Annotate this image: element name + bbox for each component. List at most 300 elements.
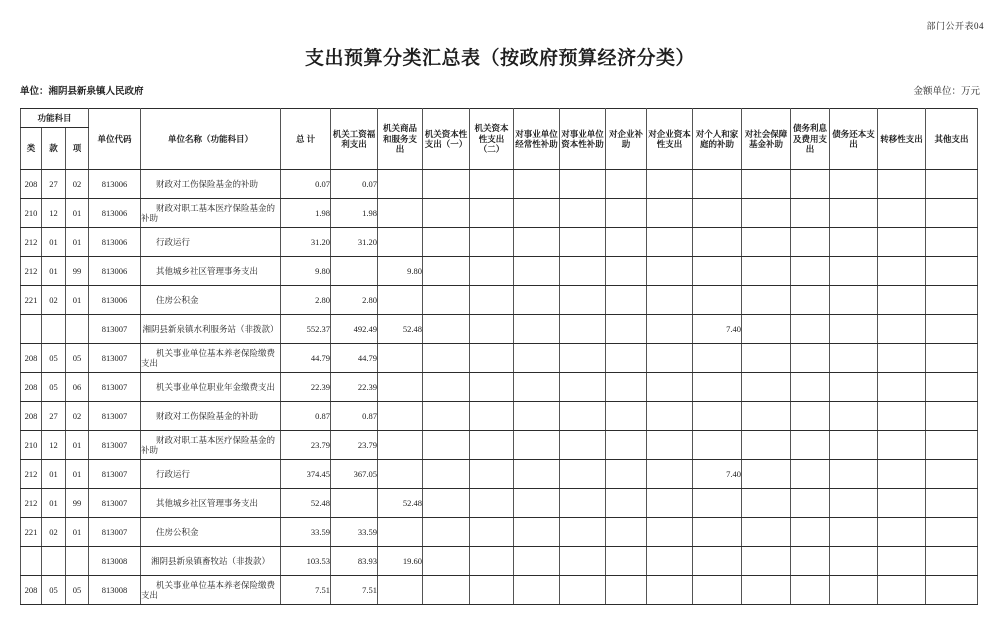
func-item-cell: 05 (66, 344, 89, 373)
amount-cell: 33.59 (281, 518, 331, 547)
amount-cell (878, 344, 926, 373)
unit-name-cell: 湘阴县新泉镇畜牧站（非拨款） (141, 547, 281, 576)
budget-summary-table (20, 108, 978, 605)
amount-cell (742, 373, 791, 402)
amount-cell: 0.07 (331, 170, 378, 199)
func-class-cell: 212 (21, 257, 42, 286)
amount-cell: 31.20 (331, 228, 378, 257)
amount-cell (647, 489, 693, 518)
amount-cell (791, 315, 830, 344)
amount-cell: 374.45 (281, 460, 331, 489)
func-section-cell: 05 (42, 344, 66, 373)
func-section-cell: 01 (42, 489, 66, 518)
amount-cell (647, 286, 693, 315)
amount-cell (926, 576, 978, 605)
unit-code-cell: 813007 (89, 344, 141, 373)
amount-cell (514, 431, 560, 460)
func-item-cell: 99 (66, 257, 89, 286)
func-section-cell: 05 (42, 576, 66, 605)
amount-cell (423, 547, 470, 576)
amount-cell (693, 547, 742, 576)
amount-cell (693, 431, 742, 460)
amount-cell (878, 286, 926, 315)
value-column-header: 对企业补助 (606, 109, 647, 170)
amount-cell (514, 547, 560, 576)
amount-cell (560, 460, 606, 489)
amount-cell (606, 518, 647, 547)
amount-cell (560, 431, 606, 460)
unit-name-cell: 住房公积金 (141, 518, 281, 547)
func-item-cell: 01 (66, 286, 89, 315)
func-class-cell: 212 (21, 489, 42, 518)
amount-cell (331, 489, 378, 518)
amount-cell (742, 547, 791, 576)
amount-cell (514, 489, 560, 518)
amount-cell (378, 344, 423, 373)
amount-cell (742, 170, 791, 199)
unit-name-cell: 行政运行 (141, 460, 281, 489)
amount-cell: 0.87 (331, 402, 378, 431)
amount-cell (878, 547, 926, 576)
amount-cell (647, 547, 693, 576)
amount-cell (647, 576, 693, 605)
amount-cell (791, 257, 830, 286)
amount-cell (560, 199, 606, 228)
func-item-cell: 01 (66, 460, 89, 489)
amount-cell (560, 373, 606, 402)
amount-cell (560, 547, 606, 576)
amount-cell (560, 518, 606, 547)
amount-cell (791, 170, 830, 199)
unit-name-cell: 财政对工伤保险基金的补助 (141, 402, 281, 431)
value-column-header: 对企业资本性支出 (647, 109, 693, 170)
amount-cell (423, 373, 470, 402)
amount-cell (926, 489, 978, 518)
amount-cell (470, 199, 514, 228)
amount-cell: 9.80 (281, 257, 331, 286)
amount-cell: 22.39 (281, 373, 331, 402)
unit-name-cell: 财政对工伤保险基金的补助 (141, 170, 281, 199)
amount-cell (606, 257, 647, 286)
func-class-cell: 212 (21, 228, 42, 257)
table-row (21, 489, 978, 518)
header-row-top (21, 109, 978, 128)
amount-cell (647, 344, 693, 373)
amount-cell (693, 228, 742, 257)
func-item-cell: 02 (66, 170, 89, 199)
func-item-cell: 01 (66, 228, 89, 257)
header-functional-subject: 功能科目 (21, 109, 89, 128)
amount-cell: 23.79 (281, 431, 331, 460)
amount-cell (423, 228, 470, 257)
table-body (21, 170, 978, 605)
amount-cell (830, 228, 878, 257)
value-column-header: 转移性支出 (878, 109, 926, 170)
amount-cell (378, 199, 423, 228)
amount-cell (791, 373, 830, 402)
amount-cell (926, 518, 978, 547)
amount-cell (742, 344, 791, 373)
table-row (21, 431, 978, 460)
func-section-cell: 05 (42, 373, 66, 402)
amount-cell (791, 199, 830, 228)
amount-cell (878, 170, 926, 199)
amount-cell (378, 402, 423, 431)
table-row (21, 373, 978, 402)
func-section-cell: 12 (42, 199, 66, 228)
amount-cell: 19.60 (378, 547, 423, 576)
value-column-header: 机关资本性支出（二） (470, 109, 514, 170)
amount-cell (830, 489, 878, 518)
amount-cell (791, 402, 830, 431)
amount-cell (926, 315, 978, 344)
amount-cell: 44.79 (281, 344, 331, 373)
func-section-cell: 27 (42, 402, 66, 431)
table-row (21, 518, 978, 547)
amount-cell (830, 315, 878, 344)
amount-cell (423, 199, 470, 228)
amount-cell (647, 199, 693, 228)
unit-name-cell: 财政对职工基本医疗保险基金的补助 (141, 431, 281, 460)
amount-cell (878, 518, 926, 547)
table-row (21, 199, 978, 228)
unit-name-cell: 机关事业单位职业年金缴费支出 (141, 373, 281, 402)
amount-cell (926, 547, 978, 576)
amount-cell (606, 199, 647, 228)
amount-cell (647, 518, 693, 547)
amount-cell (470, 576, 514, 605)
amount-cell (742, 257, 791, 286)
amount-cell (926, 170, 978, 199)
func-section-cell: 02 (42, 286, 66, 315)
amount-cell (514, 315, 560, 344)
amount-cell (830, 576, 878, 605)
func-sub-header: 项 (66, 128, 89, 170)
header-unit-name: 单位名称（功能科目） (141, 109, 281, 170)
func-class-cell (21, 315, 42, 344)
unit-code-cell: 813007 (89, 460, 141, 489)
amount-cell (606, 547, 647, 576)
amount-cell: 44.79 (331, 344, 378, 373)
func-section-cell: 12 (42, 431, 66, 460)
func-class-cell: 208 (21, 170, 42, 199)
func-section-cell (42, 315, 66, 344)
unit-code-cell: 813007 (89, 402, 141, 431)
amount-cell (693, 402, 742, 431)
amount-cell (560, 170, 606, 199)
func-section-cell: 01 (42, 228, 66, 257)
amount-cell (878, 489, 926, 518)
amount-cell (693, 518, 742, 547)
amount-cell (926, 286, 978, 315)
amount-cell: 1.98 (281, 199, 331, 228)
amount-cell (693, 576, 742, 605)
amount-cell (606, 460, 647, 489)
amount-cell (830, 460, 878, 489)
func-item-cell: 99 (66, 489, 89, 518)
amount-cell (693, 199, 742, 228)
amount-cell (606, 373, 647, 402)
amount-cell (791, 344, 830, 373)
table-row (21, 286, 978, 315)
table-row (21, 402, 978, 431)
func-sub-header: 类 (21, 128, 42, 170)
func-item-cell (66, 547, 89, 576)
amount-cell: 9.80 (378, 257, 423, 286)
amount-cell (560, 489, 606, 518)
amount-cell (606, 315, 647, 344)
meta-row (20, 83, 980, 97)
unit-name-cell: 其他城乡社区管理事务支出 (141, 489, 281, 518)
amount-cell (514, 344, 560, 373)
unit-code-cell: 813006 (89, 257, 141, 286)
amount-cell (560, 576, 606, 605)
amount-cell (742, 518, 791, 547)
func-class-cell: 221 (21, 518, 42, 547)
amount-cell (742, 199, 791, 228)
unit-code-cell: 813007 (89, 315, 141, 344)
amount-cell (830, 547, 878, 576)
func-item-cell: 05 (66, 576, 89, 605)
amount-cell (647, 315, 693, 344)
amount-cell (378, 431, 423, 460)
func-section-cell: 27 (42, 170, 66, 199)
unit-name-cell: 住房公积金 (141, 286, 281, 315)
amount-cell (560, 286, 606, 315)
amount-cell (514, 518, 560, 547)
amount-cell (514, 286, 560, 315)
amount-cell (423, 576, 470, 605)
value-column-header: 机关资本性支出（一） (423, 109, 470, 170)
amount-cell (423, 286, 470, 315)
unit-name-cell: 其他城乡社区管理事务支出 (141, 257, 281, 286)
amount-cell (926, 431, 978, 460)
amount-cell (647, 460, 693, 489)
unit-code-cell: 813008 (89, 547, 141, 576)
amount-cell (470, 257, 514, 286)
amount-cell (423, 257, 470, 286)
table-row (21, 228, 978, 257)
amount-cell (378, 286, 423, 315)
amount-cell (606, 402, 647, 431)
amount-cell: 23.79 (331, 431, 378, 460)
amount-cell (470, 286, 514, 315)
func-class-cell: 210 (21, 431, 42, 460)
amount-cell: 33.59 (331, 518, 378, 547)
table-row (21, 170, 978, 199)
func-section-cell: 01 (42, 460, 66, 489)
value-column-header: 对事业单位经常性补助 (514, 109, 560, 170)
amount-cell: 52.48 (378, 489, 423, 518)
amount-cell (830, 170, 878, 199)
amount-cell (926, 228, 978, 257)
amount-cell: 7.51 (281, 576, 331, 605)
amount-cell (742, 315, 791, 344)
unit-code-cell: 813006 (89, 170, 141, 199)
amount-cell (423, 344, 470, 373)
func-sub-header: 款 (42, 128, 66, 170)
amount-cell (378, 228, 423, 257)
page-title: 支出预算分类汇总表（按政府预算经济分类） (304, 48, 695, 69)
amount-cell (423, 518, 470, 547)
amount-cell: 7.40 (693, 460, 742, 489)
amount-cell (647, 373, 693, 402)
amount-cell (560, 257, 606, 286)
amount-cell (742, 576, 791, 605)
amount-cell (830, 286, 878, 315)
amount-cell (926, 199, 978, 228)
amount-cell (647, 402, 693, 431)
amount-cell: 7.51 (331, 576, 378, 605)
func-section-cell: 01 (42, 257, 66, 286)
unit-name-cell: 湘阴县新泉镇水利服务站（非拨款） (141, 315, 281, 344)
amount-cell (830, 518, 878, 547)
func-section-cell (42, 547, 66, 576)
func-item-cell: 01 (66, 199, 89, 228)
table-row (21, 257, 978, 286)
amount-cell (378, 460, 423, 489)
amount-cell (830, 402, 878, 431)
amount-cell (423, 489, 470, 518)
amount-cell (926, 402, 978, 431)
unit-code-cell: 813007 (89, 489, 141, 518)
amount-cell: 52.48 (378, 315, 423, 344)
func-class-cell: 221 (21, 286, 42, 315)
amount-cell (423, 170, 470, 199)
amount-cell (878, 257, 926, 286)
amount-cell (742, 431, 791, 460)
func-item-cell: 01 (66, 431, 89, 460)
amount-cell (791, 286, 830, 315)
amount-cell (830, 431, 878, 460)
amount-cell (878, 460, 926, 489)
value-column-header: 债务利息及费用支出 (791, 109, 830, 170)
unit-name-cell: 机关事业单位基本养老保险缴费支出 (141, 344, 281, 373)
unit-code-cell: 813006 (89, 286, 141, 315)
func-section-cell: 02 (42, 518, 66, 547)
amount-cell: 83.93 (331, 547, 378, 576)
amount-cell (470, 315, 514, 344)
amount-cell (514, 402, 560, 431)
amount-cell (693, 489, 742, 518)
amount-cell (378, 518, 423, 547)
amount-cell (470, 460, 514, 489)
unit-code-cell: 813006 (89, 199, 141, 228)
amount-cell (791, 576, 830, 605)
table-header (21, 109, 978, 170)
table-row (21, 315, 978, 344)
amount-cell (470, 373, 514, 402)
table-row (21, 547, 978, 576)
amount-cell (830, 199, 878, 228)
amount-cell (926, 257, 978, 286)
value-column-header: 对个人和家庭的补助 (693, 109, 742, 170)
amount-cell: 31.20 (281, 228, 331, 257)
amount-cell (606, 286, 647, 315)
table-row (21, 344, 978, 373)
unit-name-cell: 机关事业单位基本养老保险缴费支出 (141, 576, 281, 605)
amount-cell (926, 460, 978, 489)
func-class-cell: 208 (21, 344, 42, 373)
amount-cell (514, 576, 560, 605)
table-row (21, 460, 978, 489)
amount-cell (423, 402, 470, 431)
value-column-header: 机关商品和服务支出 (378, 109, 423, 170)
func-class-cell: 208 (21, 402, 42, 431)
unit-code-cell: 813007 (89, 518, 141, 547)
amount-cell (514, 170, 560, 199)
amount-cell (470, 402, 514, 431)
amount-cell (791, 489, 830, 518)
amount-cell (926, 373, 978, 402)
amount-cell: 552.37 (281, 315, 331, 344)
amount-cell: 7.40 (693, 315, 742, 344)
amount-cell (331, 257, 378, 286)
amount-cell (830, 373, 878, 402)
amount-cell (742, 489, 791, 518)
value-column-header: 对事业单位资本性补助 (560, 109, 606, 170)
amount-cell (878, 431, 926, 460)
func-class-cell (21, 547, 42, 576)
func-item-cell: 02 (66, 402, 89, 431)
amount-cell (514, 199, 560, 228)
amount-cell (470, 518, 514, 547)
amount-cell (378, 576, 423, 605)
amount-cell (606, 170, 647, 199)
doc-sheet-number: 部门公开表04 (926, 21, 984, 31)
unit-name-cell: 财政对职工基本医疗保险基金的补助 (141, 199, 281, 228)
amount-cell (878, 199, 926, 228)
amount-cell (470, 170, 514, 199)
unit-code-cell: 813007 (89, 431, 141, 460)
amount-cell (647, 228, 693, 257)
amount-cell (791, 228, 830, 257)
amount-cell: 1.98 (331, 199, 378, 228)
amount-cell (926, 344, 978, 373)
amount-cell (693, 344, 742, 373)
amount-cell (791, 547, 830, 576)
amount-cell (560, 344, 606, 373)
amount-cell (560, 315, 606, 344)
amount-cell (606, 228, 647, 257)
amount-cell (878, 373, 926, 402)
amount-cell: 0.87 (281, 402, 331, 431)
amount-cell (560, 402, 606, 431)
amount-cell: 492.49 (331, 315, 378, 344)
func-item-cell: 01 (66, 518, 89, 547)
amount-cell (647, 170, 693, 199)
amount-cell (470, 547, 514, 576)
amount-cell (423, 431, 470, 460)
unit-name-cell: 行政运行 (141, 228, 281, 257)
amount-cell: 0.07 (281, 170, 331, 199)
amount-cell: 367.05 (331, 460, 378, 489)
amount-cell (606, 431, 647, 460)
unit-code-cell: 813008 (89, 576, 141, 605)
amount-cell (378, 170, 423, 199)
amount-cell (693, 373, 742, 402)
func-item-cell: 06 (66, 373, 89, 402)
value-column-header: 债务还本支出 (830, 109, 878, 170)
amount-cell (514, 257, 560, 286)
unit-name-label: 单位：湘阴县新泉镇人民政府 (20, 87, 144, 97)
amount-cell (423, 315, 470, 344)
func-class-cell: 208 (21, 373, 42, 402)
func-class-cell: 208 (21, 576, 42, 605)
amount-cell (470, 344, 514, 373)
amount-cell (647, 257, 693, 286)
table-row (21, 576, 978, 605)
